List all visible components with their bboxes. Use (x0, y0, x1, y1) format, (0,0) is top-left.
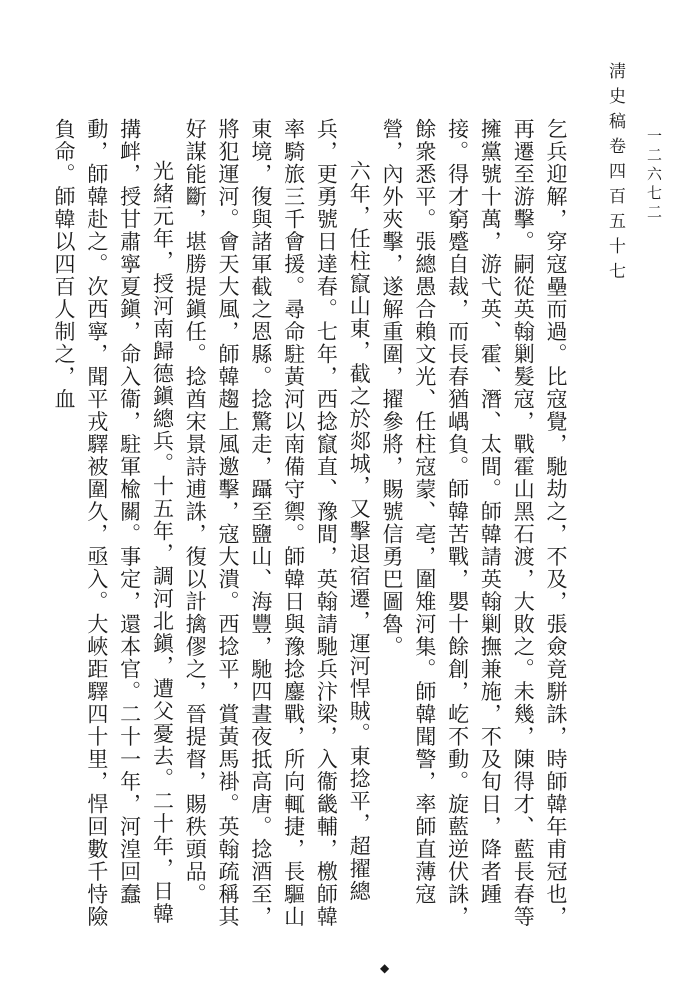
paragraph-1: 乞兵迎解，穿寇壘而過。比寇覺，馳劫之，不及，張僉竟駢誅，時師韓年甫冠也，再遷至游擊。嗣從英翰剿髮寇，戰霍山黑石渡，大敗之。未幾，陳得才、藍長春等擁黨號十萬，游弋英、霍、潛、太間。師韓請英翰剿撫兼施，不及旬日，降者踵接。得才窮蹙自裁，而長春猶嵎負。師韓苦戰，嬰十餘創，屹不動。旋藍逆伏誅，餘衆悉平。張總愚合賴文光、任柱寇蒙、亳，圍雉河集。師韓聞警，率師直薄寇營，內外夾擊，遂解重圍，擢參將，賜號信勇巴圖魯。 (380, 118, 568, 928)
page-number: 一二六七二 (645, 128, 663, 223)
footer-dot: ◆ (380, 961, 390, 975)
running-head: 淸史稿卷四百五十七 (605, 62, 625, 287)
paragraph-2: 六年，任柱竄山東，截之於郯城，又擊退宿遷，運河悍賊。東捻平，超擢總兵，更勇號日達春。七年，西捻竄直、豫間，英翰請馳兵汴梁，入衞畿輔，檄師韓率騎旅三千會援。尋命駐黃河以南備守禦。師韓日與豫捻鏖戰，所向輒捷，長驅山東境，復與諸軍截之恩縣。捻驚走，躡至鹽山、海豐，馳四晝夜抵高唐。捻酒至，將犯運河。會天大風，師韓趨上風邀擊，寇大潰。西捻平，賞黃馬褂。英翰疏稱其好謀能斷，堪勝提鎭任。捻酋宋景詩逋誅，復以計擒僇之，晉提督，賜秩頭品。 (183, 118, 372, 928)
paragraph-3: 光緒元年，授河南歸德鎭總兵。十五年，調河北鎭，遭父憂去。二十年，日韓搆衅，授甘肅寧夏鎭，命入衞，駐軍楡關。事定，還本官。二十一年，河湟回蠢動，師韓赴之。次西寧，聞平戎驛被圍久，亟入。大峽距驛四十里，悍回數千恃險負命。師韓以四百人制之，血 (52, 118, 175, 928)
main-text (52, 118, 572, 938)
